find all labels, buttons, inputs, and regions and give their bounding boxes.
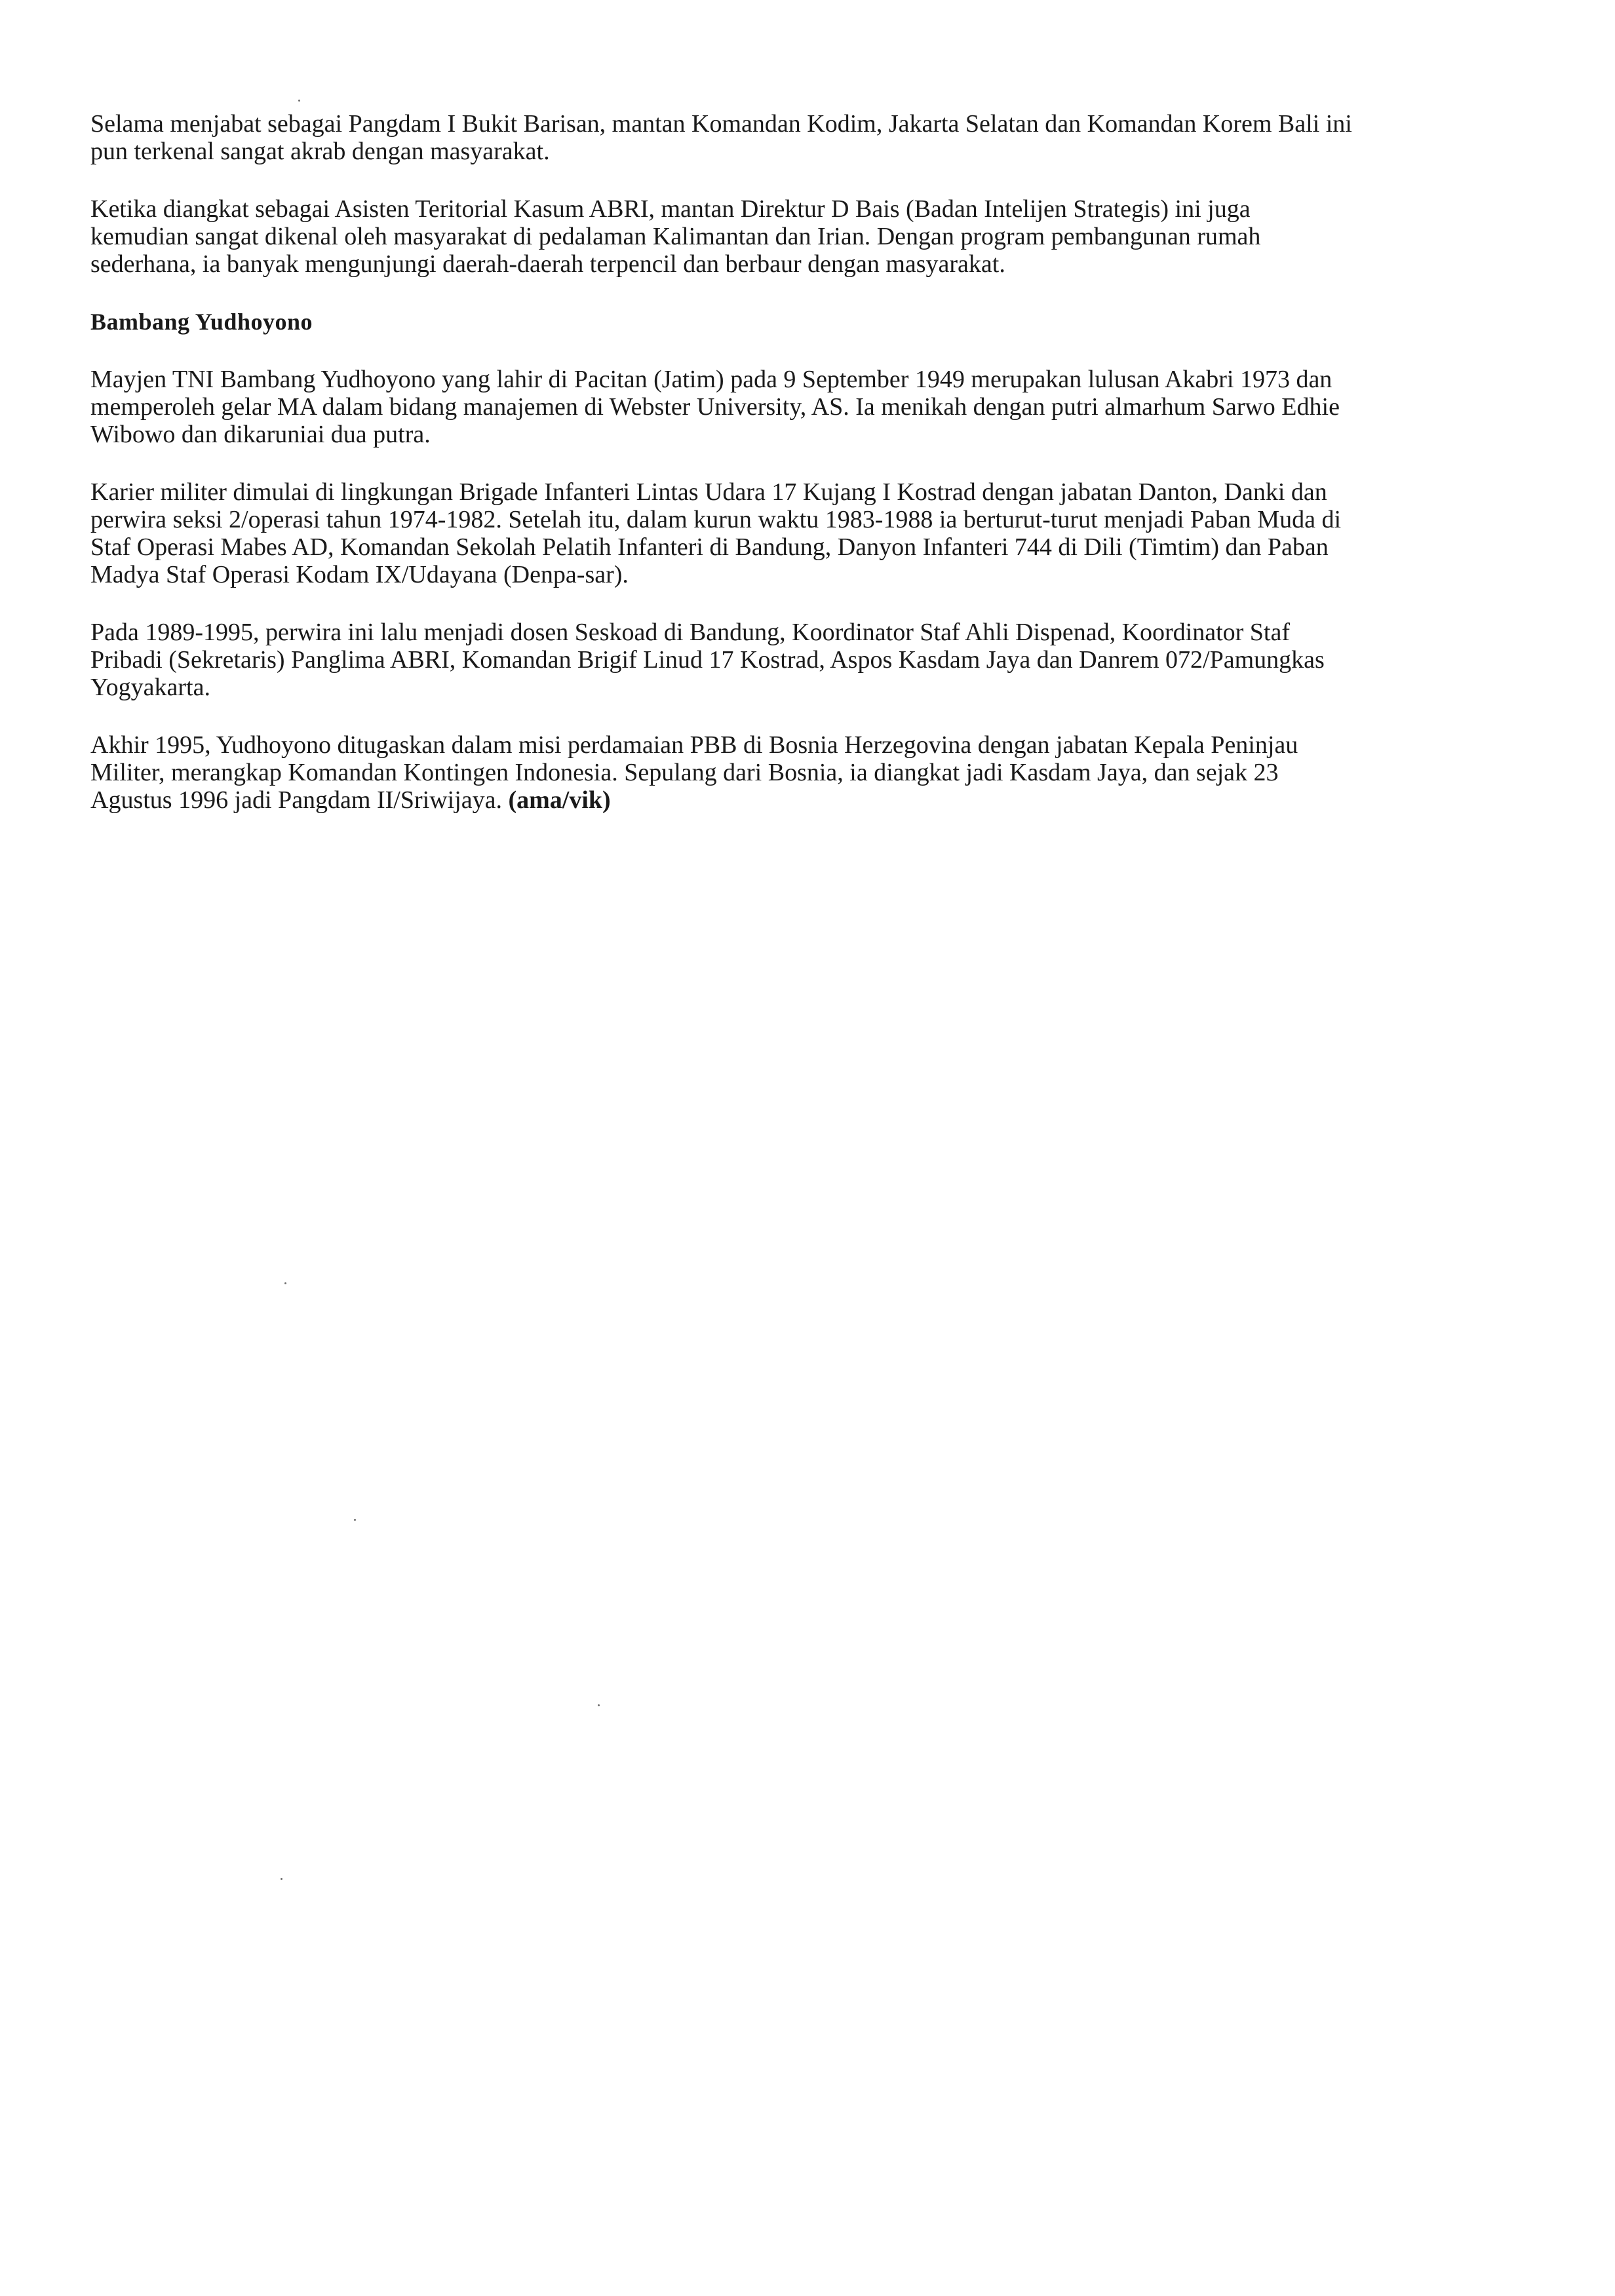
text-line: Mayjen TNI Bambang Yudhoyono yang lahir di Pacitan (Jatim) pada 9 September 1949 merupakan lulusan Akabri 1973 dan — [90, 366, 1333, 393]
scan-speck — [354, 1519, 356, 1521]
text-line: Pada 1989-1995, perwira ini lalu menjadi dosen Seskoad di Bandung, Koordinator Staf Ahli Dispenad, Koordinator Staf — [90, 619, 1291, 646]
paragraph-bosnia-mission — [90, 731, 1487, 814]
paragraph-1989-1995 — [90, 619, 1487, 701]
paragraph-military-career — [90, 478, 1487, 588]
text-line-with-byline — [90, 786, 1487, 814]
text-line: perwira seksi 2/operasi tahun 1974-1982. Setelah itu, dalam kurun waktu 1983-1988 ia berturut-turut menjadi Paban Muda di — [90, 506, 1342, 533]
text-line: Yogyakarta. — [90, 674, 210, 701]
text-line: Selama menjabat sebagai Pangdam I Bukit Barisan, mantan Komandan Kodim, Jakarta Selatan dan Komandan Korem Bali ini — [90, 110, 1352, 138]
scan-speck — [281, 1878, 282, 1880]
text-line: Ketika diangkat sebagai Asisten Teritorial Kasum ABRI, mantan Direktur D Bais (Badan Intelijen Strategis) ini juga — [90, 195, 1251, 223]
scan-speck — [598, 1704, 600, 1706]
document-page — [90, 110, 1487, 844]
scan-speck — [298, 100, 300, 102]
text-line: Pribadi (Sekretaris) Panglima ABRI, Komandan Brigif Linud 17 Kostrad, Aspos Kasdam Jaya dan Danrem 072/Pamungkas — [90, 646, 1325, 674]
text-line: Madya Staf Operasi Kodam IX/Udayana (Denpa-sar). — [90, 561, 629, 588]
author-byline: (ama/vik) — [508, 786, 611, 814]
last-line-text: Agustus 1996 jadi Pangdam II/Sriwijaya. — [90, 786, 509, 814]
section-heading: Bambang Yudhoyono — [90, 309, 313, 335]
text-line: Wibowo dan dikaruniai dua putra. — [90, 421, 431, 448]
text-line: Militer, merangkap Komandan Kontingen Indonesia. Sepulang dari Bosnia, ia diangkat jadi Kasdam Jaya, dan sejak 23 — [90, 759, 1279, 786]
paragraph-biography — [90, 366, 1487, 448]
paragraph-asisten-teritorial — [90, 195, 1487, 278]
text-line: pun terkenal sangat akrab dengan masyarakat. — [90, 138, 550, 165]
scan-speck — [284, 1282, 286, 1284]
text-line: Karier militer dimulai di lingkungan Brigade Infanteri Lintas Udara 17 Kujang I Kostrad dengan jabatan Danton, Danki dan — [90, 478, 1327, 506]
text-line: Staf Operasi Mabes AD, Komandan Sekolah Pelatih Infanteri di Bandung, Danyon Infanteri 744 di Dili (Timtim) dan Paban — [90, 533, 1329, 561]
text-line: Akhir 1995, Yudhoyono ditugaskan dalam misi perdamaian PBB di Bosnia Herzegovina dengan jabatan Kepala Peninjau — [90, 731, 1298, 759]
paragraph-pangdam-bukit-barisan — [90, 110, 1487, 165]
text-line: sederhana, ia banyak mengunjungi daerah-daerah terpencil dan berbaur dengan masyarakat. — [90, 250, 1005, 278]
text-line: kemudian sangat dikenal oleh masyarakat di pedalaman Kalimantan dan Irian. Dengan program pembangunan rumah — [90, 223, 1261, 250]
text-line: memperoleh gelar MA dalam bidang manajemen di Webster University, AS. Ia menikah dengan putri almarhum Sarwo Edhie — [90, 393, 1340, 421]
